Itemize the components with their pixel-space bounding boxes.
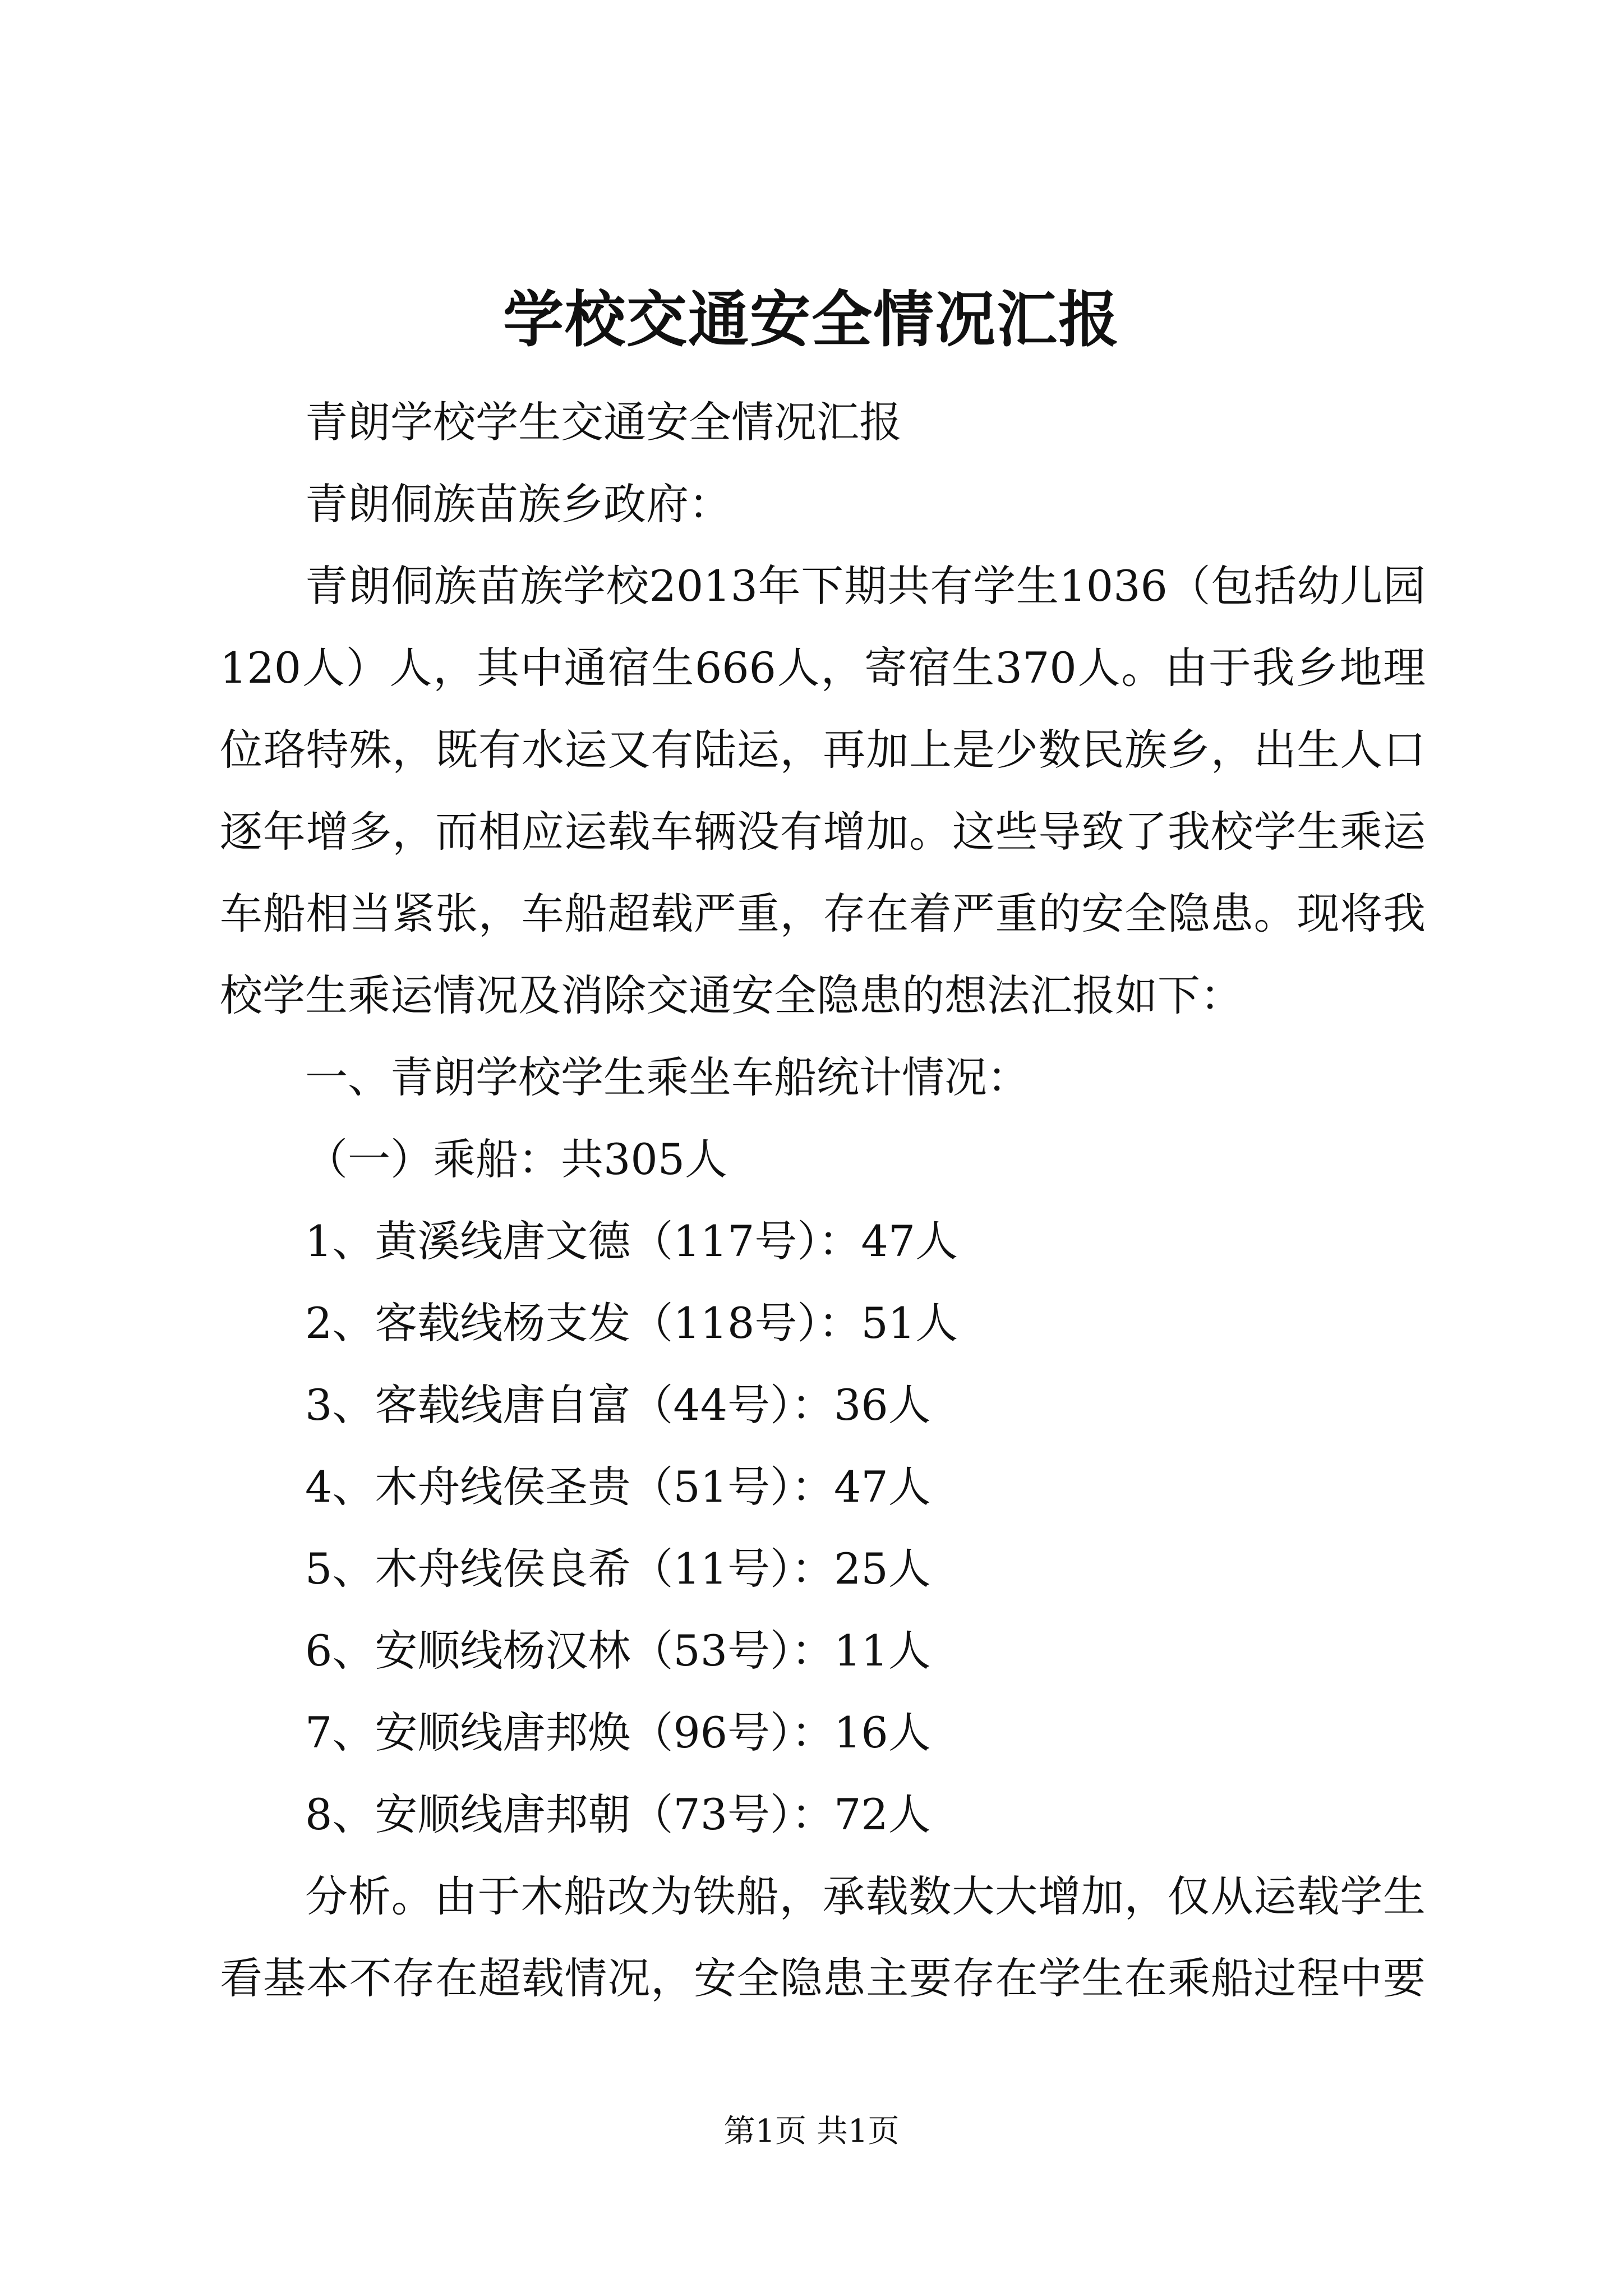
list-item: 7、安顺线唐邦焕（96号）：16人 [305,1708,931,1757]
paragraph-line: 青朗侗族苗族学校2013年下期共有学生1036（包括幼儿园 [305,561,1426,611]
document-title: 学校交通安全情况汇报 [502,284,1120,355]
paragraph-line: 位珞特殊，既有水运又有陆运，再加上是少数民族乡，出生人口 [220,725,1426,775]
list-item: 5、木舟线侯良希（11号）：25人 [305,1544,931,1594]
paragraph-line: 120人）人，其中通宿生666人，寄宿生370人。由于我乡地理 [220,643,1426,693]
list-item: 2、客载线杨支发（118号）：51人 [305,1298,958,1348]
subtitle-line: 青朗学校学生交通安全情况汇报 [305,397,902,447]
paragraph-line: 校学生乘运情况及消除交通安全隐患的想法汇报如下： [220,970,1243,1020]
paragraph-line: 逐年增多，而相应运载车辆没有增加。这些导致了我校学生乘运 [220,807,1426,857]
paragraph-line: 车船相当紧张，车船超载严重，存在着严重的安全隐患。现将我 [220,889,1426,938]
list-item: 6、安顺线杨汉林（53号）：11人 [305,1626,931,1676]
paragraph-line: 分析。由于木船改为铁船，承载数大大增加，仅从运载学生 [305,1871,1426,1921]
subsection-heading: （一）乘船：共305人 [305,1134,728,1184]
list-item: 4、木舟线侯圣贵（51号）：47人 [305,1462,931,1512]
list-item: 8、安顺线唐邦朝（73号）：72人 [305,1789,931,1839]
paragraph-line: 看基本不存在超载情况，安全隐患主要存在学生在乘船过程中要 [220,1953,1426,2003]
list-item: 1、黄溪线唐文德（117号）：47人 [305,1216,958,1266]
list-item: 3、客载线唐自富（44号）：36人 [305,1380,931,1430]
page-footer: 第1页 共1页 [723,2113,900,2150]
addressee-line: 青朗侗族苗族乡政府： [305,479,731,529]
document-body [220,381,1426,2019]
section-heading: 一、青朗学校学生乘坐车船统计情况： [305,1052,1030,1102]
